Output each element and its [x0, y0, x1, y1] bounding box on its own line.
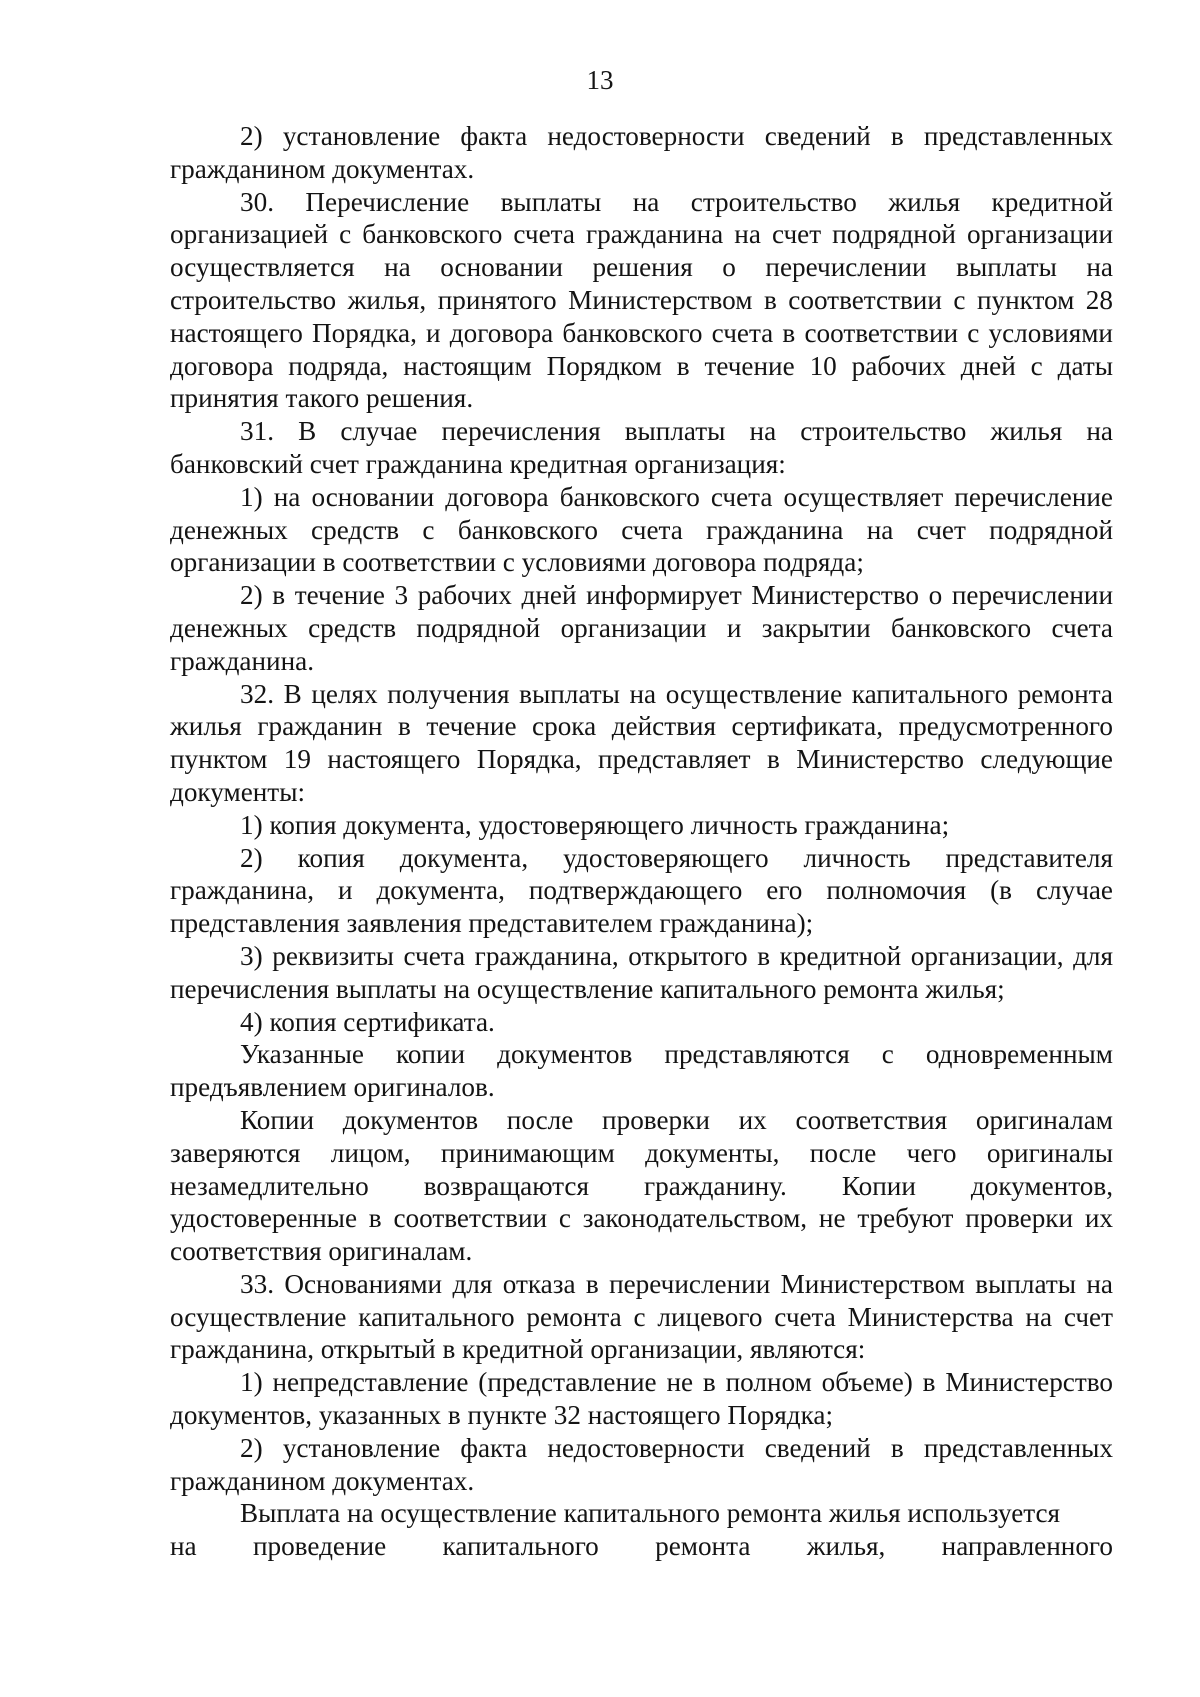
paragraph: 30. Перечисление выплаты на строительство жилья кредитной организацией с банковского счета гражданина на счет подрядной организации осуществляется на основании решения о перечислении выплаты на строительство жилья, принятого Министерством в соответствии с пунктом 28 настоящего Порядка, и договора банковского счета в соответствии с условиями договора подряда, настоящим Порядком в течение 10 рабочих дней с даты принятия такого решения. [170, 186, 1113, 414]
paragraph: 2) в течение 3 рабочих дней информирует Министерство о перечислении денежных средств подрядной организации и закрытии банковского счета гражданина. [170, 580, 1113, 676]
paragraph: 2) установление факта недостоверности сведений в представленных гражданином документах. [170, 1432, 1113, 1496]
paragraph: 32. В целях получения выплаты на осуществление капитального ремонта жилья гражданин в течение срока действия сертификата, предусмотренного пунктом 19 настоящего Порядка, представляет в Министерство следующие документы: [170, 678, 1113, 807]
paragraph: 2) установление факта недостоверности сведений в представленных гражданином документах. [170, 121, 1113, 184]
paragraph: 33. Основаниями для отказа в перечислении Министерством выплаты на осуществление капитального ремонта с лицевого счета Министерства на счет гражданина, открытый в кредитной организации, являются: [170, 1268, 1113, 1365]
paragraph-continuation: на проведение капитального ремонта жилья, направленного [170, 1531, 1113, 1562]
paragraph: 4) копия сертификата. [240, 1006, 495, 1037]
paragraph: 2) копия документа, удостоверяющего личность представителя гражданина, и документа, подтверждающего его полномочия (в случае представления заявления представителем гражданина); [170, 842, 1113, 939]
paragraph: 31. В случае перечисления выплаты на строительство жилья на банковский счет гражданина кредитная организация: [170, 416, 1113, 479]
paragraph: Указанные копии документов представляются с одновременным предъявлением оригиналов. [170, 1039, 1113, 1103]
paragraph: 1) непредставление (представление не в полном объеме) в Министерство документов, указанных в пункте 32 настоящего Порядка; [170, 1367, 1113, 1431]
page-number: 13 [586, 65, 614, 95]
paragraph: 1) копия документа, удостоверяющего личность гражданина; [240, 809, 950, 840]
paragraph: 3) реквизиты счета гражданина, открытого в кредитной организации, для перечисления выплаты на осуществление капитального ремонта жилья; [170, 940, 1113, 1004]
paragraph: Выплата на осуществление капитального ремонта жилья используется [240, 1498, 1061, 1529]
paragraph: 1) на основании договора банковского счета осуществляет перечисление денежных средств с банковского счета гражданина на счет подрядной организации в соответствии с условиями договора подряда; [170, 481, 1113, 578]
document-body [170, 120, 1113, 1563]
paragraph: Копии документов после проверки их соответствия оригиналам заверяются лицом, принимающим документы, после чего оригиналы незамедлительно возвращаются гражданину. Копии документов, удостоверенные в соответствии с законодательством, не требуют проверки их соответствия оригиналам. [170, 1104, 1113, 1267]
